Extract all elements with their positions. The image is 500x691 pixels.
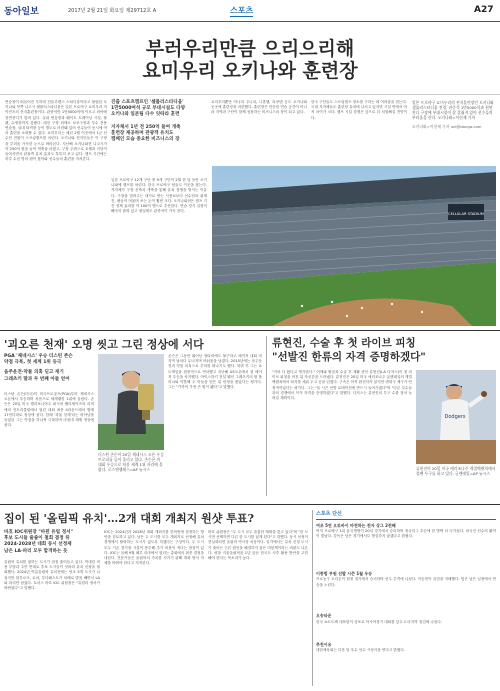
stadium-illustration	[212, 166, 496, 326]
bottom-story-headline: 집이 된 '올림픽 유치'…2개 대회 개최지 원샷 투표?	[4, 512, 254, 525]
top-story-body-col-3: 요미우리뿐만 아니라 주니치, 니혼햄, 라쿠텐 등도 오키나와 곳곳에 훈련장을 마련했다. 훈련장은 단순한 연습 공간이 아니라 지역과 구단이 함께 성장하는 비즈니스의 장이 되고 있다.	[211, 100, 307, 115]
headline-line-1: 부러우리만큼 으리으리해	[145, 38, 355, 60]
golf-caption: 더스틴 존슨이 20일 제네시스 오픈 우승 트로피를 들어 올리고 있다. 존슨은 이 대회 우승으로 처음 세계 1위 자리에 올랐다. 로스앤젤레스=AP 뉴시스	[98, 452, 164, 472]
bottom-subhead-3: 2024·2028년 대회 동시 선정제	[4, 542, 72, 548]
subhead-6: 캠페인 모습 중요한 비즈니스의 장	[111, 137, 180, 143]
left-subhead-1: PGA '제네시스' 우승 더스틴 존슨	[4, 354, 73, 359]
sidebar-item-4: 추천이유	[316, 641, 332, 647]
right-headline-line-1: 류현진, 수술 후 첫 라이브 피칭	[272, 337, 416, 349]
golfer-illustration	[98, 354, 164, 450]
golf-photo	[98, 354, 164, 450]
top-story-caption: 일본 프로야구 요미우리의 전지훈련장인 오키나와 셀룰러스타디움 전경. 관중석 1만5000석과 천연잔디 구장에 부대시설이 잘 갖춰져 있어 선수들의 부러움을 산다. 오키나와=이헌재 기자	[412, 100, 494, 120]
pitcher-illustration	[416, 370, 496, 464]
sidebar-item-1: 여조 5연 오토바이 마천하는 전자 상그 2전째	[316, 523, 396, 528]
sidebar-item-3: 오송타운	[316, 613, 332, 619]
issue-date: 2017년 2월 21일 화요일 제29712호 A	[68, 8, 157, 14]
stadium-banner-text: CELLULAR STADIUM	[448, 212, 484, 216]
sidebar	[316, 510, 496, 668]
sidebar-item-3-body: 한국 쇼트트랙 대표팀이 삿포로 아시아경기 대회를 앞두고 마지막 점검에 나섰다.	[316, 619, 442, 624]
bottom-story-subheads	[4, 530, 100, 555]
bottom-story-body-2: IOC는 2024년과 2028년 대회 개최지를 한꺼번에 결정하는 방안을 검토하고 있다. 남은 두 도시를 모두 개최지로 선정해 유치 경쟁에서 탈락하는 도시가 없도록 하겠다는 구상이다. 두 도시 모두 기존 경기장 시설이 풍부해 추가 비용이 적다는 장점이 있다. IOC는 올해 9월 페루 리마에서 열리는 총회에서 최종 결정을 내린다. 전문가들은 올림픽의 가치를 지키기 위해 개최 방식 자체를 바꿔야 한다고 지적한다.	[104, 530, 204, 566]
bottom-story-body-3: 바흐 위원장은 "두 도시 모두 훌륭한 계획을 갖고 있다"며 "한 도시만 선택하면 다른 한 도시를 잃게 된다"고 말했다. 동시 선정이 현실화되면 올림픽 역사상 처음이다. 일각에서는 유치 신청 도시가 줄어든 근본 원인을 해결하지 않은 미봉책이라는 비판도 나온다. 평창 겨울올림픽을 1년 앞둔 한국도 사후 활용 방안을 고민해야 한다는 목소리가 높다.	[208, 530, 308, 561]
right-story-headline	[272, 336, 496, 364]
baseball-photo	[416, 370, 496, 464]
bottom-subhead-2: 후보 도시들 줄줄이 철회 결정 뒤	[4, 536, 70, 542]
sidebar-item-2-body: 프로농구 오리온이 원정 경기에서 승리하며 선두 추격에 나섰다. 이승현이 골밑을 지배했다. 팀은 남은 일정에서 연승을 노린다.	[316, 577, 496, 587]
left-story-headline: '괴오른 천재' 오명 씻고 그린 정상에 서다	[4, 338, 204, 351]
right-headline-line-2: "선발진 한류의 자격 증명하겠다"	[272, 351, 426, 363]
top-story-body-col-1: 연습장이 떠들어진 투하라 컨퓨루켄스 스타디움이라고 불렀던 오키나와 북쪽 나고시 셀룰러스타디움은 일본 프로야구 요미우리 자이언츠의 전지훈련장이다. 관중석만 1만5000석에 이르고 외야에 천연잔디가 깔려 있다. 실내 연습장과 웨이트 트레이닝 시설, 불펜, 수영장까지 갖췄다. 메인 구장 외에도 보조구장과 투수 전용 연습장, 실내 타격장 등이 별도로 마련돼 있어 선수들이 동시에 여러 훈련을 소화할 수 있다. 요미우리는 매년 2월 이곳에서 1군 선수단 전원이 스프링캠프를 차린다. 오키나와 현지인들은 이 구장을 부러움 가득한 눈으로 바라본다. 지난해 오키나와현 나고시가 약 250억 원을 들여 개축을 마쳤고, 구장 주변으로 호텔과 식당이 들어서면서 관광객 유치 효과도 톡톡히 보고 있다. 캠프 기간에는 하루 수천 명의 팬이 찾아와 선수들의 훈련을 지켜본다.	[5, 100, 107, 162]
subhead-2: 1만5000여석 규모 부대시설도 다양	[111, 106, 186, 112]
page-number: A27	[474, 5, 494, 15]
top-story-body-col-2: 일본 프로야구 12개 구단 중 9개 구단이 2월 한 달 동안 오키나와에 캠프를 차린다. 한국 프로야구 팀들도 이곳을 찾는다. 지자체가 구장 신축과 개축을 통해 유치 경쟁을 벌이는 이유다. 구장을 빌려주는 대가로 받는 사용료보다 선수단과 취재진, 팬들이 머물며 쓰는 돈이 훨씬 크다. 오키나와현은 캠프 기간 경제 효과를 약 100억 엔으로 추산한다. 연습 경기 일정이 빼곡히 잡혀 있고 평일에도 관중석이 가득 찬다.	[111, 178, 207, 214]
section-label: 스포츠	[230, 6, 254, 15]
bottom-story-body-1: 올림픽 유치를 원하는 도시가 점점 줄어들고 있다. 막대한 비용 부담과 주민 반대로 후보 도시들이 잇따라 유치 신청을 철회했다. 2024년 여름올림픽 유치전에는 당초 5개 도시가 나섰지만 함부르크, 로마, 부다페스트가 차례로 발을 빼면서 LA와 파리만 남았다. 토마스 바흐 IOC 위원장은 "유럽의 정서가 바뀌었다"고 말했다.	[4, 560, 100, 591]
top-story-headline	[30, 38, 470, 82]
left-subhead-2: 약점 극복, 첫 세계 1위 등극	[4, 360, 62, 366]
left-subhead-4: 그레츠키 딸과 두 번째 아들 얻어	[4, 376, 70, 382]
top-story-caption-box	[412, 100, 496, 129]
top-story-byline: 오키나와=이헌재 기자 uni@donga.com	[412, 124, 482, 129]
top-story-body-col-4: 한국 구단들도 스프링캠프 장소를 구하는 데 어려움을 겪는다. 국내 지자체들도 훈련장 유치에 나서고 있지만 시설 면에서 아직 차이가 크다. 캠프 시설 경쟁은 앞으로 더 치열해질 전망이다.	[311, 100, 407, 120]
sidebar-item-4-body: 대한체육회는 다음 달 우수 선수 시상식을 연다고 밝혔다.	[316, 647, 405, 652]
left-story-body-1: 더스틴 존슨(미국)이 미국프로골프(PGA)투어 제네시스 오픈에서 우승하며 처음으로 세계랭킹 1위에 올랐다. 존슨은 20일 미국 캘리포니아주 퍼시픽 팰리세이즈의 리비에라 컨트리클럽에서 열린 대회 최종 4라운드에서 합계 17언더파로 정상에 섰다. 한때 '괴물 천재'라는 비아냥을 들었던 그는 약점을 하나씩 극복하며 마침내 세계 정상에 섰다.	[4, 392, 94, 428]
subhead-1: 진출 스포츠캠프인 '셀룰러스타디움'	[111, 100, 184, 105]
baseball-tag-text: Dodgers	[444, 414, 466, 420]
headline-line-2: 요미우리 오키나와 훈련장	[142, 60, 358, 82]
baseball-caption: 류현진이 20일 미국 애리조나주 캐멀백랜치에서 불펜 투구를 하고 있다. 글렌데일=AP 뉴시스	[416, 466, 496, 476]
page-header	[0, 0, 500, 22]
stadium-photo	[212, 166, 496, 326]
subhead-4: 지자체서 1년 전 250억 들여 개축	[111, 124, 181, 130]
bottom-subhead-4: 남은 LA·파리 모두 합격하는 듯	[4, 548, 68, 554]
newspaper-logo: 동아일보	[4, 7, 39, 17]
left-subhead-3: 음주운전·약물 의혹 딛고 재기	[4, 370, 64, 376]
sidebar-item-2: 이종범 부원 선발 시즌 1월 우승	[316, 571, 373, 577]
sidebar-title: 스포츠 단신	[316, 511, 342, 517]
bottom-subhead-1: 바흐 IOC위원장 "바뀐 유럽 정서"	[4, 530, 73, 535]
subhead-3: 오키나와 일본팀 다수 잇따라 훈련	[111, 112, 180, 118]
right-story-body: "거의 다 왔다고 생각한다." 어깨와 팔꿈치 수술 후 재활 중인 류현진(LA 다저스)이 첫 라이브 피칭을 마친 뒤 자신감을 드러냈다. 류현진은 20일 미국 애리조나주 글렌데일의 캐멀백랜치에서 타자를 세워 두고 공을 던졌다. 구속은 아직 완전하지 않지만 변화구 제구가 안정적이었다는 평가다. 그는 "올 시즌 선발 로테이션에 반드시 들어가겠다"며 "다른 투수들과의 경쟁에서 이겨 자격을 증명하겠다"고 말했다. 다저스는 류현진의 투구 수를 점차 늘려갈 계획이다.	[272, 370, 412, 401]
left-story-subheads	[4, 354, 94, 383]
sidebar-item-1-body: 여자 프로배구 1위 흥국생명이 20일 경기에서 승리하며 정규리그 우승에 한 발짝 더 다가섰다. 외국인 선수의 활약이 빛났다. 감독은 남은 경기에서도 방심하지 않겠다고 밝혔다.	[316, 529, 496, 539]
left-story-body-2: 존슨은 그동안 뛰어난 장타력에도 불구하고 메이저 대회 마지막 날마다 무너지며 아쉬움을 남겼다. 2015년에는 음주운전과 약물 의혹으로 투어를 떠나기도 했다. 복귀 후 그는 쇼트게임을 집중적으로 연마했고 지난해 US오픈에서 첫 메이저 우승을 차지했다. 아이스하키 전설 웨인 그레츠키의 딸 폴리나와 약혼해 두 아들을 얻은 뒤 안정을 찾았다는 평가다. 그는 "가족이 가장 큰 힘이 됐다"고 말했다.	[168, 354, 262, 390]
top-story-subheads	[111, 100, 207, 143]
subhead-5: 훈련장 제공하며 관광객 유치도	[111, 130, 174, 136]
